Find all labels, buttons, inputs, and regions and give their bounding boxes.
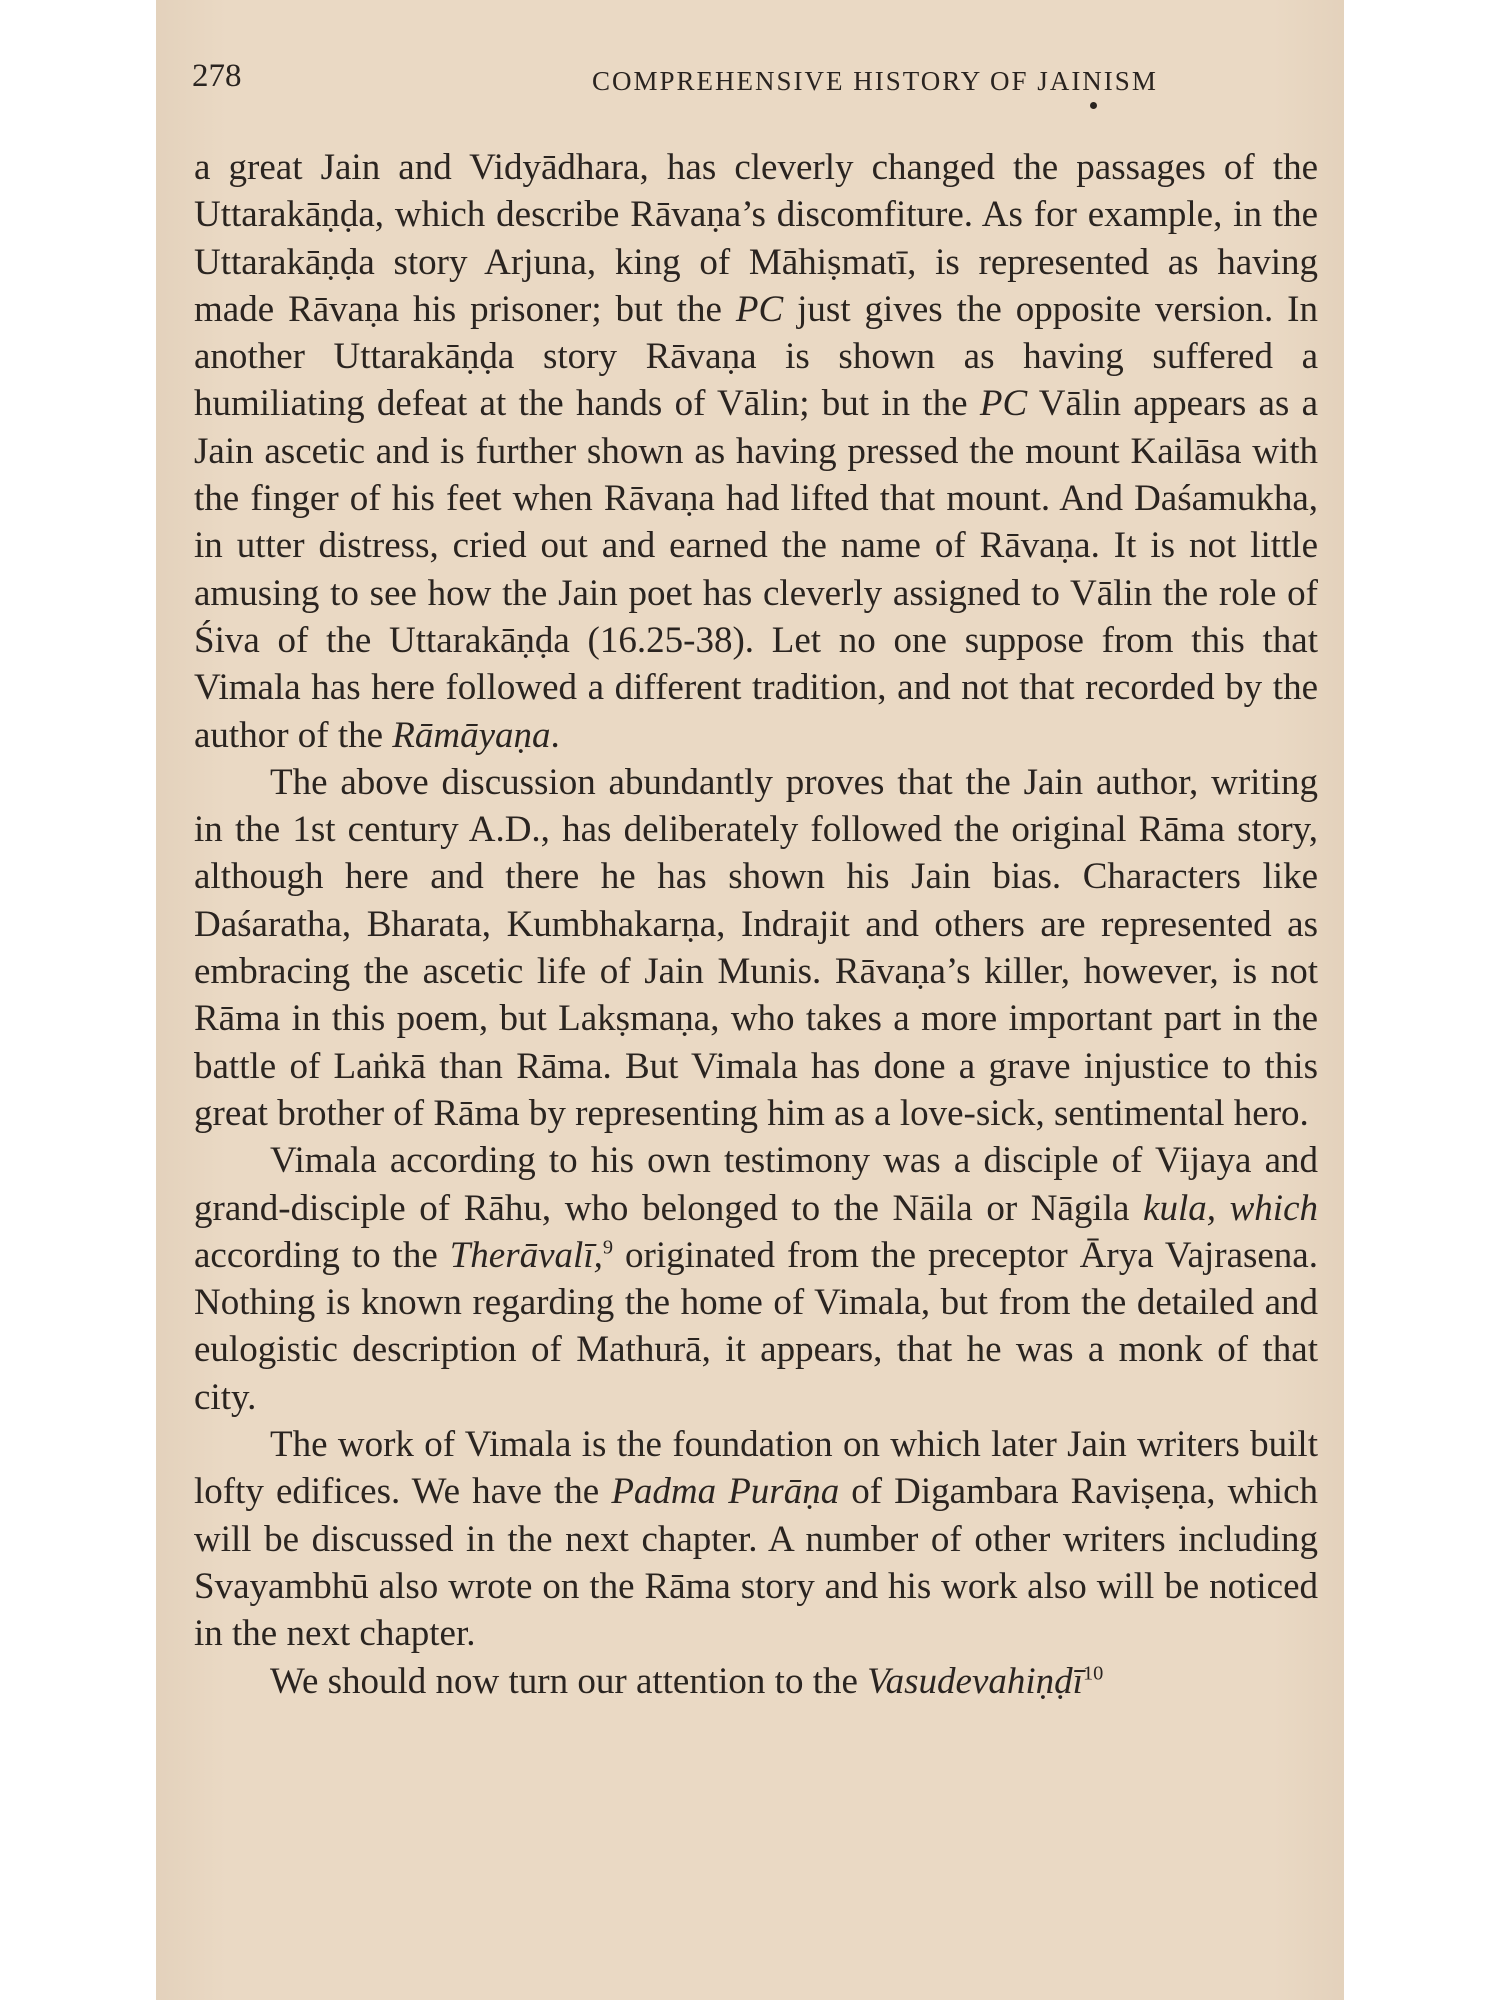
footnote-ref-9[interactable]: 9 <box>602 1236 614 1259</box>
title-theravali: Therāvalī, <box>449 1234 603 1276</box>
title-vasudevahindi: Vasudevahiṇḍī <box>867 1660 1083 1702</box>
paragraph-1: a great Jain and Vidyādhara, has cleverly changed the passages of the Uttarakāṇḍa, which describe Rāvaṇa’s discomfiture. As for example, in the Uttarakāṇḍa story Arjuna, king of Māhiṣmatī, is represented as having made Rāvaṇa his prisoner; but the PC just gives the opposite version. In another Uttarakāṇḍa story Rāvaṇa is shown as having suffered a humiliating defeat at the hands of Vālin; but in the PC Vālin appears as a Jain ascetic and is further shown as having pressed the mount Kailāsa with the finger of his feet when Rāvaṇa had lifted that mount. And Daśamukha, in utter distress, cried out and earned the name of Rāvaṇa. It is not little amusing to see how the Jain poet has cleverly assigned to Vālin the role of Śiva of the Uttarakāṇḍa (16.25-38). Let no one suppose from this that Vimala has here followed a different tradition, and not that recorded by the author of the Rāmāyaṇa. <box>194 147 1319 756</box>
title-padma-purana: Padma Purāṇa <box>611 1471 840 1513</box>
page-number: 278 <box>192 58 242 94</box>
abbrev-pc: PC <box>735 288 784 330</box>
term-kula: kula, which <box>1143 1187 1318 1229</box>
paragraph-5: We should now turn our attention to the Vasudevahiṇḍī$^{10}$ <box>270 1660 1104 1702</box>
abbrev-pc: PC <box>979 383 1028 425</box>
print-speck <box>1090 102 1097 109</box>
paragraph-4: The work of Vimala is the foundation on which later Jain writers built lofty edifices. We have the Padma Purāṇa of Digambara Raviṣeṇa, which will be discussed in the next chapter. A number of other writers including Svayambhū also wrote on the Rāma story and his work also will be noticed in the next chapter. <box>194 1424 1318 1655</box>
book-page <box>156 0 1344 2000</box>
paragraph-3: Vimala according to his own testimony was a disciple of Vijaya and grand-disciple of Rāhu, who belonged to the Nāila or Nāgila kula, which according to the Therāvalī,$^9$ originated from the preceptor Ārya Vajrasena. Nothing is known regarding the home of Vimala, but from the detailed and eulogistic description of Mathurā, it appears, that he was a monk of that city. <box>194 1140 1318 1418</box>
paragraph-2: The above discussion abundantly proves that the Jain author, writing in the 1st century A.D., has deliberately followed the original Rāma story, although here and there he has shown his Jain bias. Characters like Daśaratha, Bharata, Kumbhakarṇa, Indrajit and others are represented as embracing the ascetic life of Jain Munis. Rāvaṇa’s killer, however, is not Rāma in this poem, but Lakṣmaṇa, who takes a more important part in the battle of Laṅkā than Rāma. But Vimala has done a grave injustice to this great brother of Rāma by representing him as a love-sick, sentimental hero. <box>194 761 1318 1134</box>
body-text <box>194 144 1318 1705</box>
running-title: COMPREHENSIVE HISTORY OF JAINISM <box>592 66 1158 96</box>
footnote-ref-10[interactable]: 10 <box>1082 1662 1104 1685</box>
title-ramayana: Rāmāyaṇa <box>392 714 551 756</box>
